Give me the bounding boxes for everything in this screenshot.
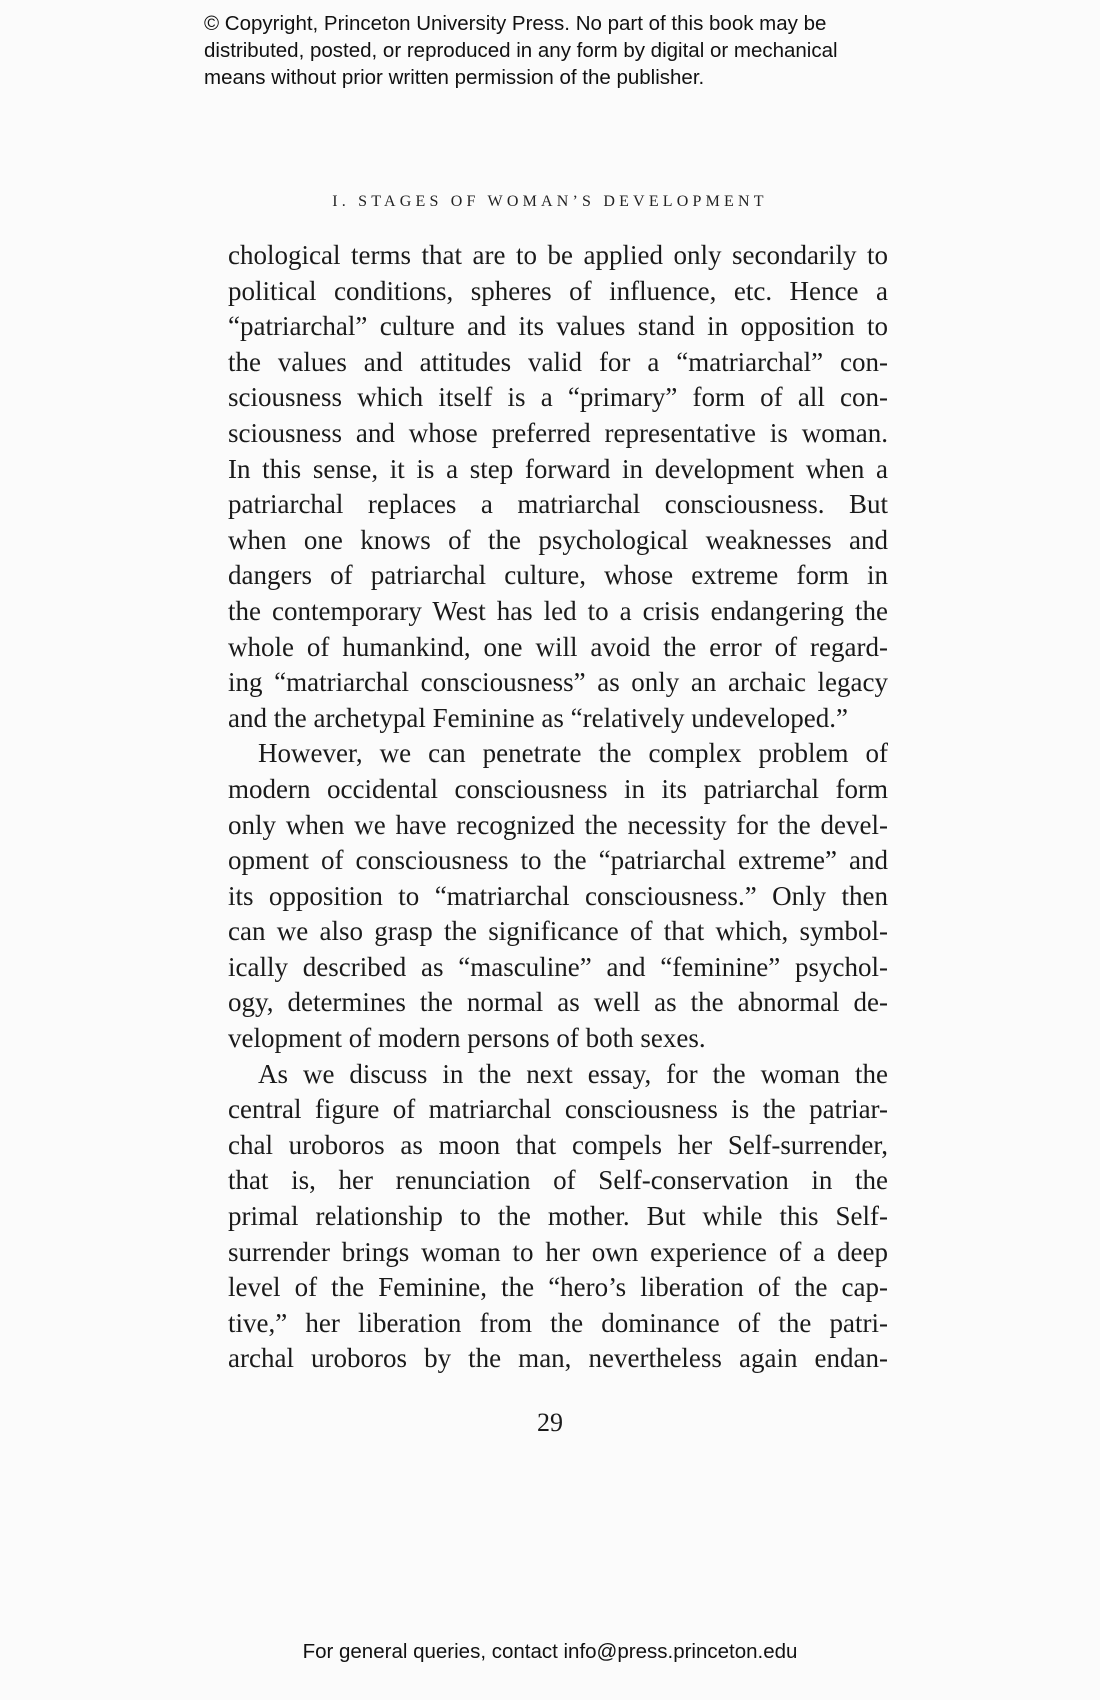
text-line: only when we have recognized the necessity for the devel- [228, 809, 888, 840]
text-line: “patriarchal” culture and its values stand in opposition to [228, 311, 888, 342]
text-line: sciousness which itself is a “primary” form of all con- [228, 382, 888, 413]
page-number: 29 [537, 1408, 563, 1437]
text-line: tive,” her liberation from the dominance of the patri- [228, 1307, 888, 1338]
paragraph [228, 736, 888, 1056]
text-line: its opposition to “matriarchal consciousness.” Only then [228, 880, 888, 911]
text-line: central figure of matriarchal consciousness is the patriar- [228, 1094, 888, 1125]
text-line: the contemporary West has led to a crisis endangering the [228, 595, 888, 626]
text-line: whole of humankind, one will avoid the error of regard- [228, 631, 888, 662]
text-line: velopment of modern persons of both sexes. [228, 1023, 706, 1054]
copyright-line: means without prior written permission of the publisher. [204, 66, 705, 89]
text-line: ing “matriarchal consciousness” as only an archaic legacy [228, 667, 888, 698]
paragraph [228, 1057, 888, 1377]
copyright-line: distributed, posted, or reproduced in any form by digital or mechanical [204, 39, 838, 62]
text-line: ogy, determines the normal as well as the abnormal de- [228, 987, 888, 1018]
text-line: patriarchal replaces a matriarchal consciousness. But [228, 489, 888, 520]
text-line: the values and attitudes valid for a “matriarchal” con- [228, 346, 888, 377]
body-text [228, 238, 888, 1377]
text-line: when one knows of the psychological weaknesses and [228, 524, 888, 555]
text-line: chological terms that are to be applied only secondarily to [228, 240, 888, 270]
text-line: opment of consciousness to the “patriarchal extreme” and [228, 845, 888, 876]
text-line: and the archetypal Feminine as “relatively undeveloped.” [228, 702, 848, 733]
paragraph [228, 238, 888, 736]
text-line: surrender brings woman to her own experience of a deep [228, 1236, 888, 1267]
text-line: However, we can penetrate the complex problem of [258, 738, 888, 769]
text-line: dangers of patriarchal culture, whose extreme form in [228, 560, 888, 591]
text-line: sciousness and whose preferred representative is woman. [228, 417, 888, 448]
copyright-line: © Copyright, Princeton University Press. No part of this book may be [204, 12, 827, 35]
running-head: I. STAGES OF WOMAN’S DEVELOPMENT [332, 193, 768, 210]
text-line: chal uroboros as moon that compels her Self-surrender, [228, 1129, 888, 1160]
text-line: primal relationship to the mother. But while this Self- [228, 1201, 888, 1232]
text-line: ically described as “masculine” and “feminine” psychol- [228, 951, 888, 982]
text-line: modern occidental consciousness in its patriarchal form [228, 773, 888, 804]
footer-contact: For general queries, contact info@press.princeton.edu [302, 1640, 798, 1663]
text-line: that is, her renunciation of Self-conservation in the [228, 1165, 888, 1196]
text-line: In this sense, it is a step forward in development when a [228, 453, 888, 484]
text-line: archal uroboros by the man, nevertheless again endan- [228, 1343, 888, 1374]
text-line: can we also grasp the significance of that which, symbol- [228, 916, 888, 947]
text-line: political conditions, spheres of influence, etc. Hence a [228, 275, 888, 306]
copyright-notice [204, 10, 904, 91]
text-line: level of the Feminine, the “hero’s liberation of the cap- [228, 1272, 888, 1303]
text-line: As we discuss in the next essay, for the woman the [258, 1058, 888, 1089]
